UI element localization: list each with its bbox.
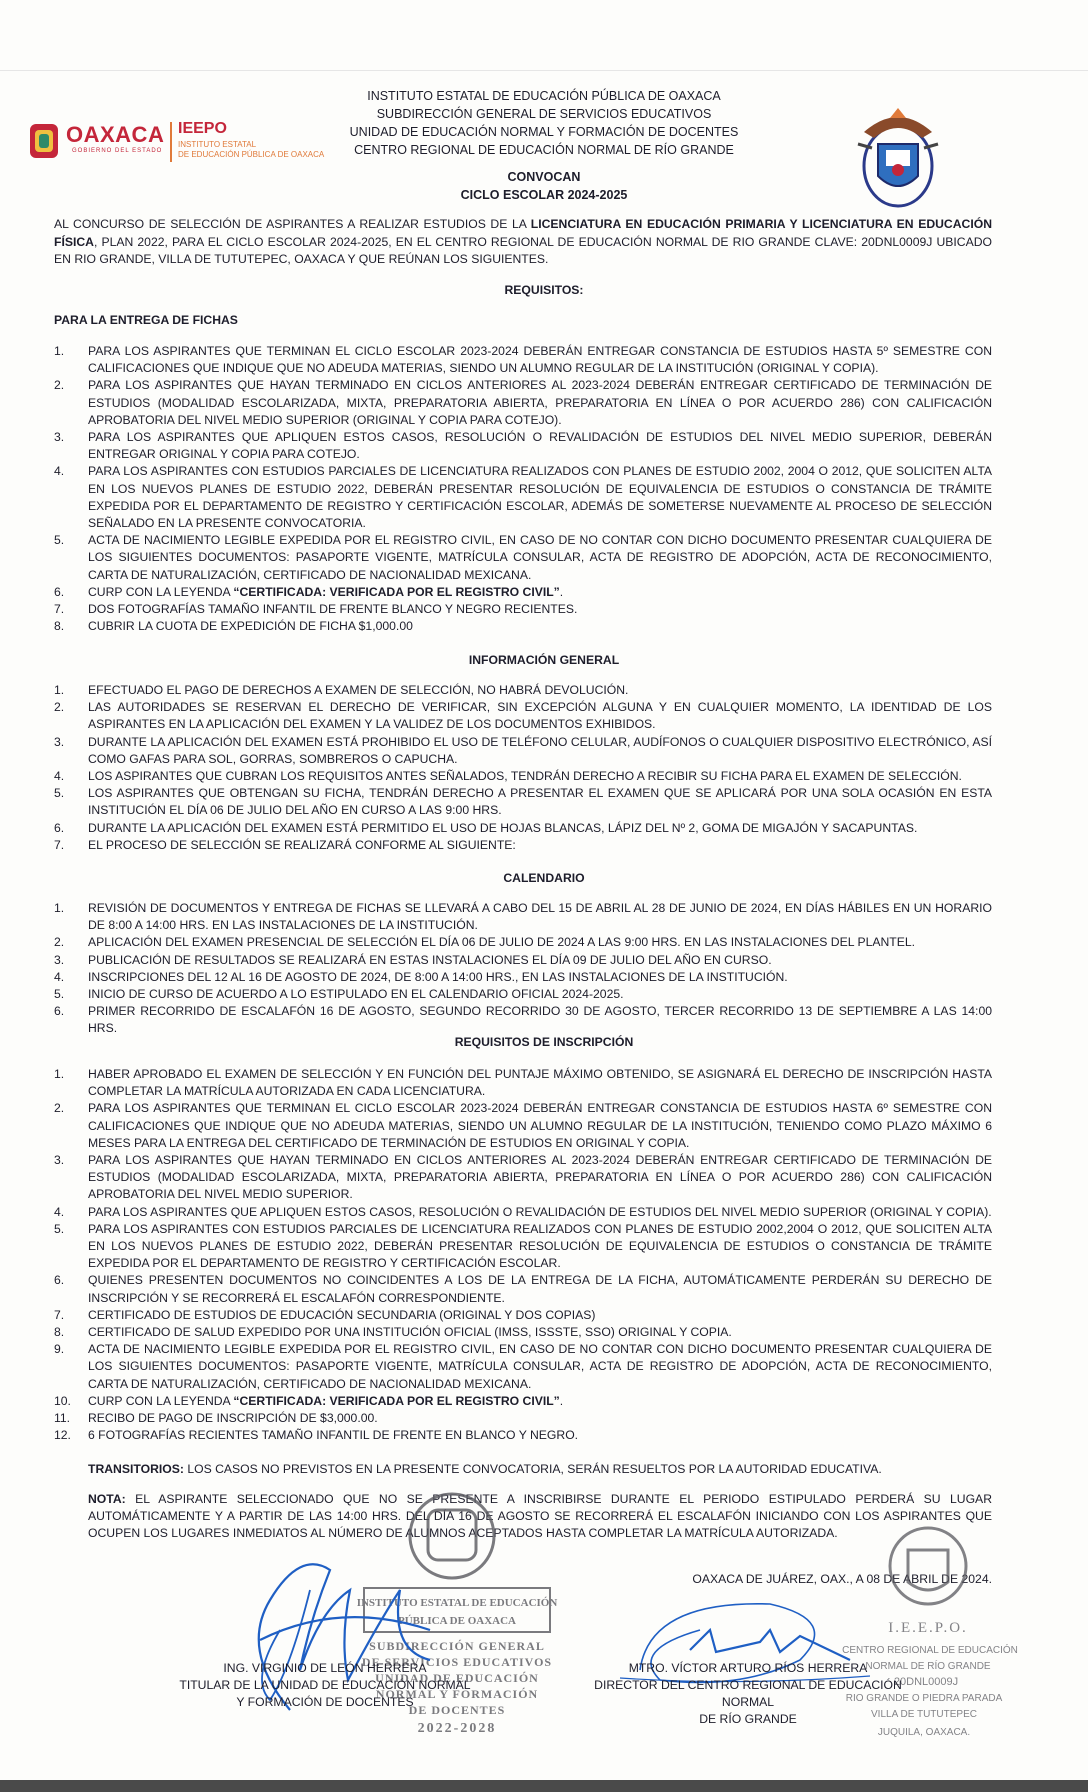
fichas-item [54, 429, 992, 463]
list-number: 1. [54, 344, 65, 358]
fichas-item [54, 584, 992, 601]
list-number: 6. [54, 584, 65, 599]
inscripcion-item [54, 1100, 992, 1152]
signer-right-title-1: DIRECTOR DEL CENTRO REGIONAL DE EDUCACIÓN NORMAL [594, 1678, 902, 1709]
institution-header [280, 87, 808, 159]
list-number: 1. [54, 901, 65, 915]
fichas-item [54, 532, 992, 584]
info-item [54, 785, 992, 819]
convocan-title: CONVOCAN [507, 170, 581, 184]
list-text: PARA LOS ASPIRANTES QUE APLIQUEN ESTOS CASOS, RESOLUCIÓN O REVALIDACIÓN DE ESTUDIOS DEL NIVEL MEDIO SUPERIOR (ORIGINAL Y COPIA). [88, 1204, 992, 1219]
list-number: 5. [54, 1221, 65, 1236]
logo-divider [170, 122, 172, 162]
list-number: 4. [54, 769, 65, 784]
list-text: INSCRIPCIONES DEL 12 AL 16 DE AGOSTO DE 2024, DE 8:00 A 14:00 HRS., EN LAS INSTALACIONES DE LA INSTITUCIÓN. [88, 969, 788, 984]
fichas-item [54, 601, 992, 618]
inscripcion-item [54, 1393, 992, 1410]
info-general-list [54, 682, 992, 854]
info-item [54, 734, 992, 768]
calendario-title: CALENDARIO [503, 871, 585, 885]
list-text-end: . [559, 1393, 564, 1408]
inscripcion-list [54, 1066, 992, 1444]
info-item [54, 837, 992, 854]
normal-school-crest-icon [848, 104, 948, 210]
list-text: PARA LOS ASPIRANTES QUE TERMINAN EL CICLO ESCOLAR 2023-2024 DEBERÁN ENTREGAR CONSTANCIA DE ESTUDIOS HASTA 5º SEMESTRE CON CALIFICACIONES QUE INDIQUE QUE NO ADEUDA MATERIAS, SIENDO UN ALUMNO REGULAR DE LA INSTITUCIÓN (ORIGINAL Y COPIA). [88, 344, 992, 376]
list-number: 2. [54, 935, 65, 950]
scan-bottom-edge [0, 1780, 1088, 1792]
scan-edge-line [0, 70, 1088, 71]
stamp-left-box2: PÚBLICA DE OAXACA [398, 1615, 516, 1627]
fichas-list [54, 343, 992, 635]
list-number: 11. [54, 1411, 71, 1426]
signer-left-title-1: TITULAR DE LA UNIDAD DE EDUCACIÓN NORMAL [179, 1678, 471, 1692]
list-number: 7. [54, 837, 65, 852]
fichas-item [54, 343, 992, 377]
signer-right-title-2: DE RÍO GRANDE [699, 1712, 797, 1726]
list-text-end: . [559, 584, 564, 599]
transitorios-paragraph [88, 1461, 992, 1478]
list-text: INICIO DE CURSO DE ACUERDO A LO ESTIPULADO EN EL CALENDARIO OFICIAL 2024-2025. [88, 987, 624, 1002]
list-text: REVISIÓN DE DOCUMENTOS Y ENTREGA DE FICHAS SE LLEVARÁ A CABO DEL 15 DE ABRIL AL 28 DE JUNIO DE 2024, EN DÍAS HÁBILES EN UN HORARIO DE 8:00 A 14:00 HRS. EN LAS INSTALACIONES DE LA INSTITUCIÓN. [88, 901, 992, 933]
intro-text-2: , PLAN 2022, PARA EL CICLO ESCOLAR 2024-2025, EN EL CENTRO REGIONAL DE EDUCACIÓN NORMAL DE RIO GRANDE CLAVE: 20DNL0009J UBICADO EN RIO GRANDE, VILLA DE TUTUTEPEC, OAXACA Y QUE REÚNAN LOS SIGUIENTES. [54, 234, 992, 266]
list-text: PUBLICACIÓN DE RESULTADOS SE REALIZARÁ EN ESTAS INSTALACIONES EL DÍA 09 DE JULIO DEL AÑO EN CURSO. [88, 952, 772, 967]
list-text: PARA LOS ASPIRANTES CON ESTUDIOS PARCIALES DE LICENCIATURA REALIZADOS CON PLANES DE ESTUDIO 2002, 2004 O 2012, QUE SOLICITEN ALTA EN LOS NUEVOS PLANES DE ESTUDIO 2022, DEBERÁN PRESENTAR RESOLUCIÓN DE EQUIVALENCIA DE ESTUDIOS O CONSTANCIA DE TRÁMITE EXPEDIDA POR EL DEPARTAMENTO DE REGISTRO Y CERTIFICACIÓN ESCOLAR, ADEMÁS DE SOMETERSE NUEVAMENTE AL PROCESO DE SELECCIÓN SEÑALADO EN LA PRESENTE CONVOCATORIA. [88, 464, 992, 531]
inscripcion-item [54, 1221, 992, 1273]
list-text: HABER APROBADO EL EXAMEN DE SELECCIÓN Y EN FUNCIÓN DEL PUNTAJE MÁXIMO OBTENIDO, SE ASIGNARÁ EL DERECHO DE INSCRIPCIÓN HASTA COMPLETAR LA MATRÍCULA AUTORIZADA EN CADA LICENCIATURA. [88, 1067, 992, 1099]
ieepo-subtitle-2: DE EDUCACIÓN PÚBLICA DE OAXACA [178, 150, 325, 159]
ciclo-escolar: CICLO ESCOLAR 2024-2025 [460, 188, 628, 202]
stamp-right-l2: CENTRO REGIONAL DE EDUCACIÓN [842, 1645, 1018, 1656]
stamp-right-l5: RIO GRANDE O PIEDRA PARADA [845, 1693, 1003, 1704]
inscripcion-item [54, 1427, 992, 1444]
stamp-left-l5: DE DOCENTES [408, 1703, 506, 1717]
signer-left-block [170, 1660, 480, 1711]
stamp-right-l7: JUQUILA, OAXACA. [877, 1727, 971, 1738]
list-number: 4. [54, 464, 65, 479]
list-text: QUIENES PRESENTEN DOCUMENTOS NO COINCIDENTES A LOS DE LA ENTREGA DE LA FICHA, AUTOMÁTICAMENTE PERDERÁN SU DERECHO DE INSCRIPCIÓN Y SE RECORRERÁ EL ESCALAFÓN CORRESPONDIENTE. [88, 1273, 992, 1305]
list-number: 4. [54, 1204, 65, 1219]
ieepo-wordmark: IEEPO [178, 120, 227, 137]
list-text: PARA LOS ASPIRANTES QUE APLIQUEN ESTOS CASOS, RESOLUCIÓN O REVALIDACIÓN DE ESTUDIOS DEL NIVEL MEDIO SUPERIOR, DEBERÁN ENTREGAR ORIGINAL Y COPIA PARA COTEJO. [88, 430, 992, 462]
list-text: APLICACIÓN DEL EXAMEN PRESENCIAL DE SELECCIÓN EL DÍA 06 DE JULIO DE 2024 A LAS 9:00 HRS. EN LAS INSTALACIONES DEL PLANTEL. [88, 935, 916, 950]
signer-left-name: ING. VIRGINIO DE LEÓN HERRERA [223, 1661, 427, 1675]
list-number: 3. [54, 952, 65, 967]
stamp-right-l1: I.E.E.P.O. [888, 1620, 968, 1636]
calendario-item [54, 986, 992, 1003]
inscripcion-item [54, 1272, 992, 1306]
oaxaca-emblem-icon [28, 122, 60, 160]
list-number: 6. [54, 1273, 65, 1288]
list-number: 2. [54, 1101, 65, 1116]
intro-degrees: LICENCIATURA EN EDUCACIÓN PRIMARIA Y LICENCIATURA EN EDUCACIÓN FÍSICA [54, 217, 992, 249]
list-text: DOS FOTOGRAFÍAS TAMAÑO INFANTIL DE FRENTE BLANCO Y NEGRO RECIENTES. [88, 602, 578, 617]
list-number: 12. [54, 1428, 71, 1443]
inscripcion-item [54, 1341, 992, 1393]
list-text: DURANTE LA APLICACIÓN DEL EXAMEN ESTÁ PERMITIDO EL USO DE HOJAS BLANCAS, LÁPIZ DEL Nº 2, GOMA DE MIGAJÓN Y SACAPUNTAS. [88, 820, 918, 835]
place-and-date: OAXACA DE JUÁREZ, OAX., A 08 DE ABRIL DE 2024. [692, 1572, 992, 1586]
stamp-left-l3: UNIDAD DE EDUCACIÓN [375, 1671, 539, 1685]
list-text: PARA LOS ASPIRANTES QUE HAYAN TERMINADO EN CICLOS ANTERIORES AL 2023-2024 DEBERÁN ENTREGAR CERTIFICADO DE TERMINACIÓN DE ESTUDIOS (MODALIDAD ESCOLARIZADA, MIXTA, PREPARATORIA ABIERTA, PREPARATORIA EN LÍNEA O POR ACUERDO 286) CON CALIFICACIÓN APROBATORIA DEL NIVEL MEDIO SUPERIOR (ORIGINAL Y COPIA PARA COTEJO). [88, 378, 992, 427]
list-text: EL PROCESO DE SELECCIÓN SE REALIZARÁ CONFORME AL SIGUIENTE: [88, 837, 516, 852]
list-text: CERTIFICADO DE SALUD EXPEDIDO POR UNA INSTITUCIÓN OFICIAL (IMSS, ISSSTE, SSO) ORIGINAL Y COPIA. [88, 1325, 732, 1340]
info-item [54, 699, 992, 733]
calendario-list [54, 900, 992, 1038]
convocan-block [280, 168, 808, 204]
list-text: PARA LOS ASPIRANTES CON ESTUDIOS PARCIALES DE LICENCIATURA REALIZADOS CON PLANES DE ESTUDIO 2002,2004 O 2012, QUE SOLICITEN ALTA EN LOS NUEVOS PLANES DE ESTUDIO 2022, DEBERÁN PRESENTAR RESOLUCIÓN DE EQUIVALENCIA DE ESTUDIOS O CONSTANCIA DE TRÁMITE EXPEDIDA POR EL DEPARTAMENTO DE REGISTRO Y CERTIFICACIÓN ESCOLAR. [88, 1221, 992, 1271]
list-number: 7. [54, 602, 65, 617]
header-line-3: UNIDAD DE EDUCACIÓN NORMAL Y FORMACIÓN DE DOCENTES [349, 125, 739, 139]
calendario-item [54, 1003, 992, 1037]
list-number: 6. [54, 1004, 65, 1019]
list-number: 3. [54, 734, 65, 749]
intro-text-1: AL CONCURSO DE SELECCIÓN DE ASPIRANTES A REALIZAR ESTUDIOS DE LA [54, 217, 531, 231]
list-text: ACTA DE NACIMIENTO LEGIBLE EXPEDIDA POR EL REGISTRO CIVIL, EN CASO DE NO CONTAR CON DICHO DOCUMENTO PRESENTAR CUALQUIERA DE LOS SIGUIENTES DOCUMENTOS: PASAPORTE VIGENTE, MATRÍCULA CONSULAR, ACTA DE REGISTRO DE ADOPCIÓN, ACTA DE RECONOCIMIENTO, CARTA DE NATURALIZACIÓN, CERTIFICADO DE NACIONALIDAD MEXICANA. [88, 1342, 992, 1391]
list-number: 10. [54, 1393, 71, 1408]
signer-right-name: MTRO. VÍCTOR ARTURO RÍOS HERRERA [628, 1661, 868, 1675]
fichas-item [54, 618, 992, 635]
inscripcion-title: REQUISITOS DE INSCRIPCIÓN [454, 1035, 634, 1049]
inscripcion-item [54, 1307, 992, 1324]
stamp-left-l4: NORMAL Y FORMACIÓN [375, 1687, 539, 1701]
list-number: 3. [54, 1153, 65, 1168]
header-line-1: INSTITUTO ESTATAL DE EDUCACIÓN PÚBLICA DE OAXACA [367, 89, 721, 103]
info-item [54, 820, 992, 837]
fichas-subheading: PARA LA ENTREGA DE FICHAS [54, 313, 238, 327]
info-general-title: INFORMACIÓN GENERAL [468, 653, 620, 667]
list-number: 8. [54, 619, 65, 634]
list-number: 9. [54, 1342, 65, 1357]
list-number: 1. [54, 1067, 65, 1081]
list-number: 2. [54, 700, 65, 715]
inscripcion-item [54, 1410, 992, 1427]
list-number: 5. [54, 987, 65, 1002]
list-number: 7. [54, 1307, 65, 1322]
stamp-left-l2: DE SERVICIOS EDUCATIVOS [361, 1655, 553, 1669]
list-text: 6 FOTOGRAFÍAS RECIENTES TAMAÑO INFANTIL DE FRENTE EN BLANCO Y NEGRO. [88, 1428, 579, 1443]
list-text: EFECTUADO EL PAGO DE DERECHOS A EXAMEN DE SELECCIÓN, NO HABRÁ DEVOLUCIÓN. [88, 683, 629, 697]
signer-left-title-2: Y FORMACIÓN DE DOCENTES [236, 1695, 414, 1709]
calendario-item [54, 969, 992, 986]
list-number: 2. [54, 378, 65, 393]
inscripcion-item [54, 1066, 992, 1100]
calendario-item [54, 900, 992, 934]
fichas-item [54, 377, 992, 429]
list-number: 5. [54, 786, 65, 801]
inscripcion-item [54, 1324, 992, 1341]
list-text: ACTA DE NACIMIENTO LEGIBLE EXPEDIDA POR EL REGISTRO CIVIL, EN CASO DE NO CONTAR CON DICHO DOCUMENTO PRESENTAR CUALQUIERA DE LOS SIGUIENTES DOCUMENTOS: PASAPORTE VIGENTE, MATRÍCULA CONSULAR, ACTA DE REGISTRO DE ADOPCIÓN, ACTA DE RECONOCIMIENTO, CARTA DE NATURALIZACIÓN, CERTIFICADO DE NACIONALIDAD MEXICANA. [88, 533, 992, 582]
intro-paragraph [54, 216, 992, 269]
oaxaca-wordmark: OAXACA [66, 122, 165, 147]
list-text: PRIMER RECORRIDO DE ESCALAFÓN 16 DE AGOSTO, SEGUNDO RECORRIDO 30 DE AGOSTO, TERCER RECORRIDO 13 DE SEPTIEMBRE A LAS 14:00 HRS. [88, 1004, 992, 1036]
list-text: LAS AUTORIDADES SE RESERVAN EL DERECHO DE VERIFICAR, SIN EXCEPCIÓN ALGUNA Y EN CUALQUIER MOMENTO, LA IDENTIDAD DE LOS ASPIRANTES EN LA APLICACIÓN DEL EXAMEN Y LA VALIDEZ DE LOS DOCUMENTOS EXHIBIDOS. [88, 700, 992, 732]
inscripcion-item [54, 1152, 992, 1204]
stamp-right-l6: VILLA DE TUTUTEPEC [871, 1709, 977, 1720]
stamp-right-l4: 20DNL0009J [893, 1676, 959, 1688]
info-item [54, 682, 992, 699]
list-text: PARA LOS ASPIRANTES QUE HAYAN TERMINADO EN CICLOS ANTERIORES AL 2023-2024 DEBERÁN ENTREGAR CERTIFICADO DE TERMINACIÓN DE ESTUDIOS (MODALIDAD ESCOLARIZADA, MIXTA, PREPARATORIA ABIERTA, PREPARATORIA EN LÍNEA O POR ACUERDO 286) CON CALIFICACIÓN APROBATORIA DEL NIVEL MEDIO SUPERIOR. [88, 1153, 992, 1202]
info-item [54, 768, 992, 785]
list-number: 5. [54, 533, 65, 548]
stamp-left-box1: INSTITUTO ESTATAL DE EDUCACIÓN [356, 1597, 558, 1609]
list-text: PARA LOS ASPIRANTES QUE TERMINAN EL CICLO ESCOLAR 2023-2024 DEBERÁN ENTREGAR CONSTANCIA DE ESTUDIOS HASTA 6º SEMESTRE CON CALIFICACIONES QUE INDIQUE QUE NO ADEUDA MATERIAS, SIENDO UN ALUMNO REGULAR DE LA INSTITUCIÓN, TENIENDO COMO PLAZO MÁXIMO 6 MESES PARA LA ENTREGA DEL CERTIFICADO DE TERMINACIÓN DE ESTUDIOS EN ORIGINAL Y COPIA. [88, 1101, 992, 1150]
list-number: 1. [54, 683, 65, 697]
list-number: 8. [54, 1325, 65, 1340]
oaxaca-wordmark-sub: GOBIERNO DEL ESTADO [72, 148, 163, 154]
stamp-right-l3: NORMAL DE RÍO GRANDE [865, 1661, 991, 1672]
list-number: 3. [54, 430, 65, 445]
header-line-4: CENTRO REGIONAL DE EDUCACIÓN NORMAL DE RÍO GRANDE [354, 143, 734, 157]
calendario-item [54, 952, 992, 969]
transitorios-text: LOS CASOS NO PREVISTOS EN LA PRESENTE CONVOCATORIA, SERÁN RESUELTOS POR LA AUTORIDAD EDUCATIVA. [183, 1462, 882, 1476]
list-number: 6. [54, 820, 65, 835]
nota-text: EL ASPIRANTE SELECCIONADO QUE NO SE PRESENTE A INSCRIBIRSE DURANTE EL PERIODO ESTIPULADO PERDERÁ SU LUGAR AUTOMÁTICAMENTE Y A PARTIR DE LAS 14:00 HRS. DEL DÍA 16 DE AGOSTO SE RECORRERÁ EL ESCALAFÓN INICIANDO CON LOS ASPIRANTES QUE OCUPEN LOS LUGARES INMEDIATOS AL NÚMERO DE ALUMNOS ACEPTADOS HASTA COMPLETAR LA MATRÍCULA AUTORIZADA. [88, 1492, 992, 1541]
list-number: 4. [54, 969, 65, 984]
list-text: CERTIFICADO DE ESTUDIOS DE EDUCACIÓN SECUNDARIA (ORIGINAL Y DOS COPIAS) [88, 1307, 596, 1322]
nota-label: NOTA: [88, 1492, 126, 1506]
list-text: RECIBO DE PAGO DE INSCRIPCIÓN DE $3,000.00. [88, 1411, 378, 1426]
stamp-left-l6: 2022-2028 [417, 1721, 497, 1736]
list-text: CURP CON LA LEYENDA [88, 1393, 234, 1408]
fichas-item [54, 463, 992, 532]
list-text: DURANTE LA APLICACIÓN DEL EXAMEN ESTÁ PROHIBIDO EL USO DE TELÉFONO CELULAR, AUDÍFONOS O CUALQUIER DISPOSITIVO ELECTRÓNICO, ASÍ COMO GAFAS PARA SOL, GORRAS, SOMBREROS O CAPUCHA. [88, 734, 992, 766]
list-text: LOS ASPIRANTES QUE CUBRAN LOS REQUISITOS ANTES SEÑALADOS, TENDRÁN DERECHO A RECIBIR SU FICHA PARA EL EXAMEN DE SELECCIÓN. [88, 769, 962, 784]
calendario-item [54, 934, 992, 951]
signer-right-block [572, 1660, 924, 1728]
list-text: CUBRIR LA CUOTA DE EXPEDICIÓN DE FICHA $1,000.00 [88, 619, 413, 634]
list-text-bold: “CERTIFICADA: VERIFICADA POR EL REGISTRO CIVIL” [233, 584, 560, 599]
list-text-bold: “CERTIFICADA: VERIFICADA POR EL REGISTRO CIVIL” [233, 1393, 560, 1408]
transitorios-label: TRANSITORIOS: [88, 1462, 184, 1476]
list-text: CURP CON LA LEYENDA [88, 584, 234, 599]
header-line-2: SUBDIRECCIÓN GENERAL DE SERVICIOS EDUCATIVOS [376, 107, 712, 121]
stamp-left-l1: SUBDIRECCIÓN GENERAL [369, 1639, 545, 1653]
requisitos-title: REQUISITOS: [504, 283, 584, 297]
list-text: LOS ASPIRANTES QUE OBTENGAN SU FICHA, TENDRÁN DERECHO A PRESENTAR EL EXAMEN QUE SE APLICARÁ POR UNA SOLA OCASIÓN EN ESTA INSTITUCIÓN EL DÍA 06 DE JULIO DEL AÑO EN CURSO A LAS 9:00 HRS. [88, 786, 992, 818]
ieepo-subtitle-1: INSTITUTO ESTATAL [178, 140, 257, 149]
inscripcion-item [54, 1204, 992, 1221]
